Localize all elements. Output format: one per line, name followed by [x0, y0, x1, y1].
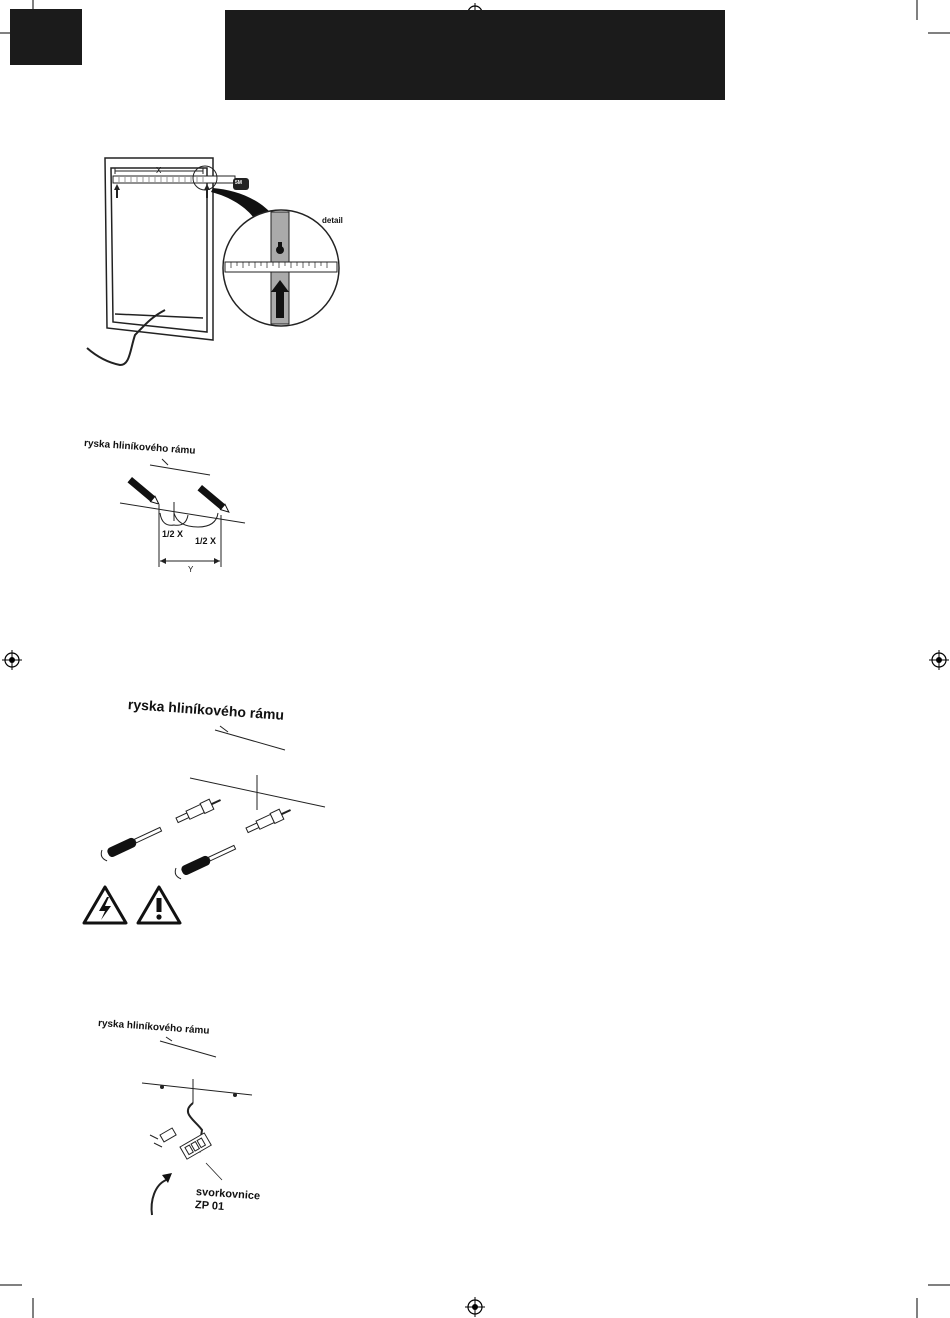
- dimension-x-label: X: [156, 166, 162, 175]
- registration-mark-left: [2, 650, 22, 670]
- terminal-label-line2: ZP 01: [194, 1199, 225, 1214]
- header-banner: [225, 10, 725, 100]
- registration-mark-right: [929, 650, 949, 670]
- half-x-right-label: 1/2 X: [195, 536, 217, 546]
- detail-label: detail: [322, 216, 343, 225]
- frame-line-label-2: ryska hliníkového rámu: [83, 438, 196, 457]
- warning-icon: [136, 885, 182, 925]
- electric-hazard-icon: [82, 885, 128, 925]
- half-x-left-label: 1/2 X: [162, 529, 184, 539]
- figure-electrical-connection: [140, 1035, 280, 1203]
- dimension-y-label: Y: [188, 565, 194, 574]
- registration-mark-bottom: [465, 1297, 485, 1317]
- frame-line-label-3: ryska hliníkového rámu: [127, 696, 285, 723]
- header-tab: [10, 9, 82, 65]
- terminal-label-line1: svorkovnice: [195, 1186, 261, 1203]
- figure-dowels-screwdrivers: [80, 720, 340, 885]
- frame-line-label-4: ryska hliníkového rámu: [97, 1018, 210, 1037]
- tape-label: 5M: [235, 180, 242, 186]
- figure-mirror-measure: [85, 150, 345, 380]
